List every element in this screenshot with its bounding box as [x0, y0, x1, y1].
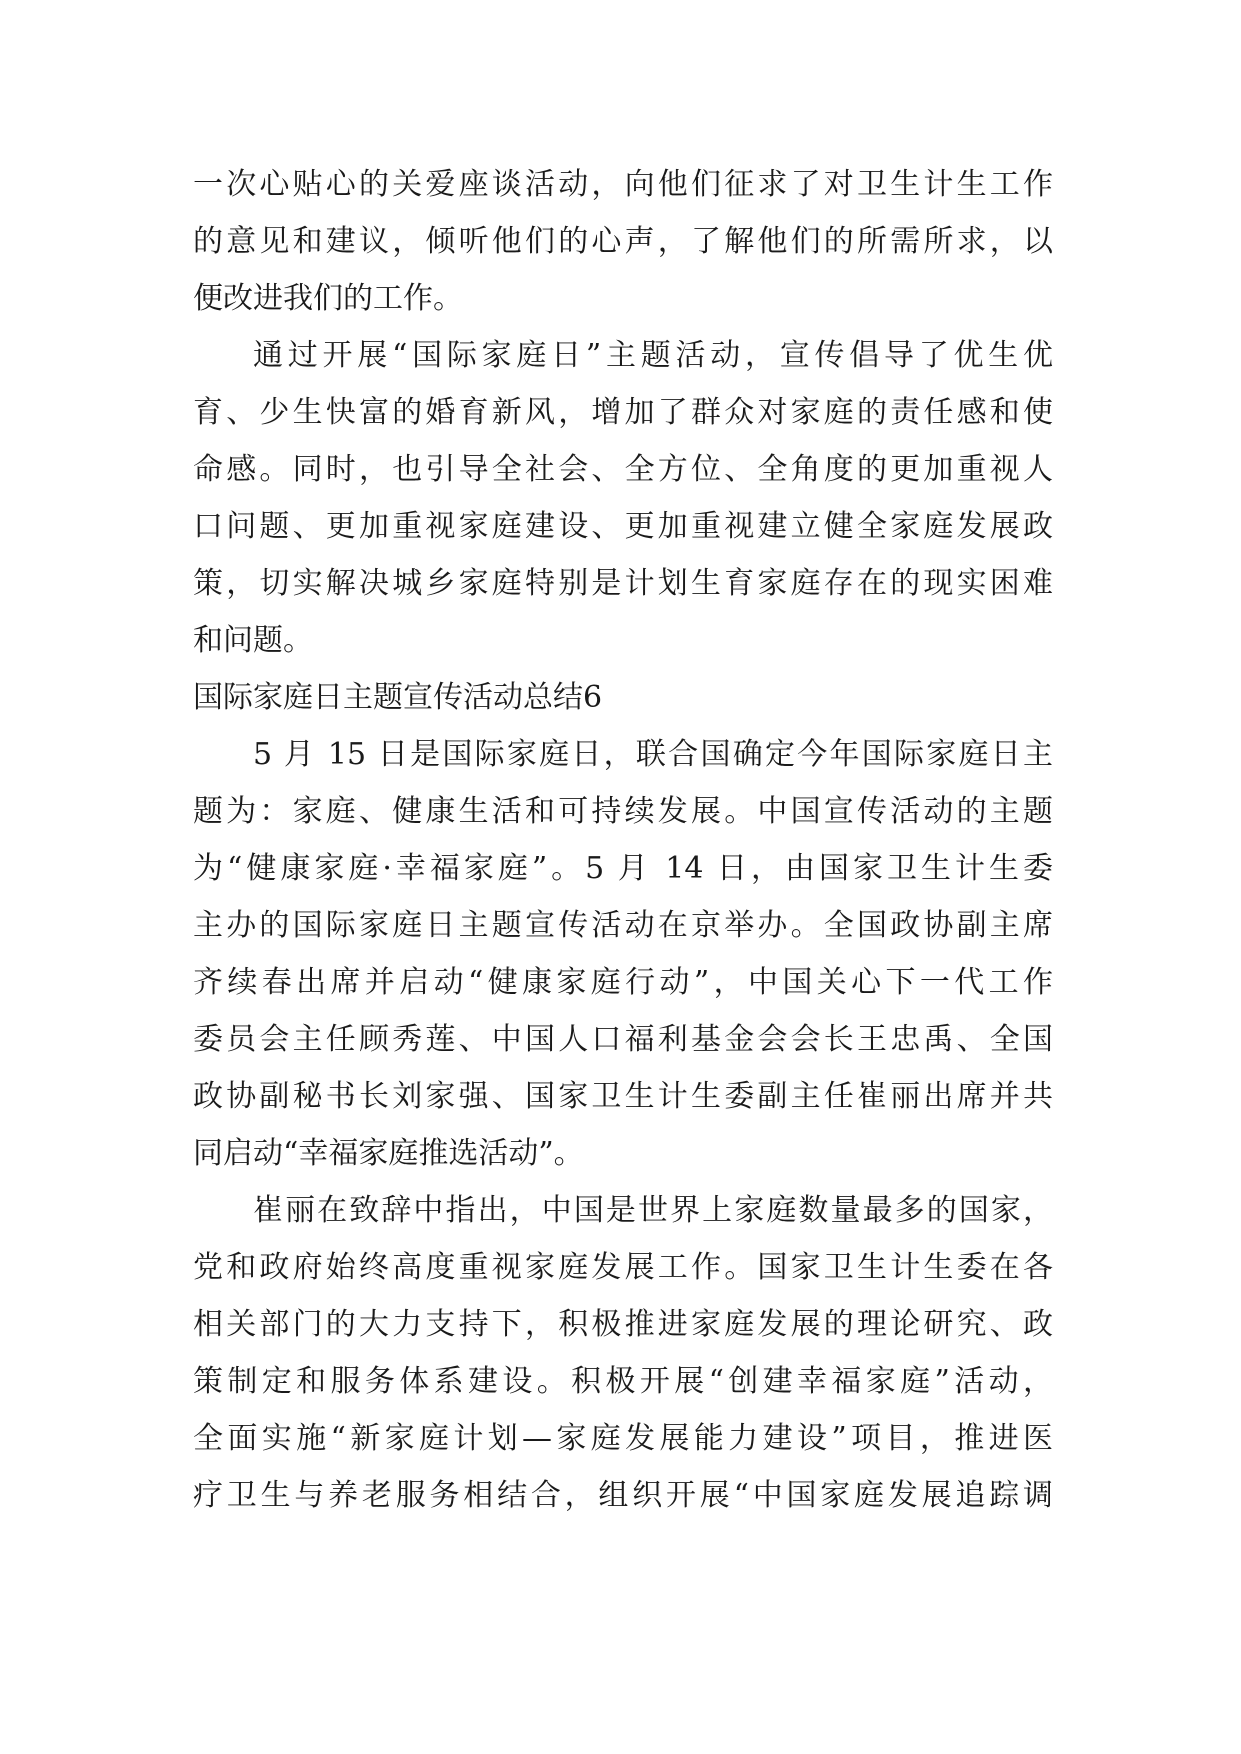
paragraph-line: 和问题。: [193, 623, 313, 658]
paragraph-line: 委员会主任顾秀莲、中国人口福利基金会会长王忠禹、全国: [193, 1022, 1053, 1057]
paragraph-line: 同启动“幸福家庭推选活动”。: [193, 1136, 584, 1171]
paragraph-line: 一次心贴心的关爱座谈活动，向他们征求了对卫生计生工作: [193, 167, 1053, 202]
paragraph-line: 的意见和建议，倾听他们的心声，了解他们的所需所求，以: [193, 224, 1053, 259]
section-heading: 国际家庭日主题宣传活动总结6: [193, 680, 603, 715]
paragraph-line: 为“健康家庭·幸福家庭”。5 月 14 日，由国家卫生计生委: [193, 851, 1053, 886]
paragraph-line: 口问题、更加重视家庭建设、更加重视建立健全家庭发展政: [193, 509, 1053, 544]
paragraph-line: 全面实施“新家庭计划—家庭发展能力建设”项目，推进医: [193, 1421, 1053, 1456]
paragraph-line: 命感。同时，也引导全社会、全方位、全角度的更加重视人: [193, 452, 1053, 487]
paragraph-line: 相关部门的大力支持下，积极推进家庭发展的理论研究、政: [193, 1307, 1053, 1342]
paragraph-line: 5 月 15 日是国际家庭日，联合国确定今年国际家庭日主: [253, 737, 1053, 772]
paragraph-line: 题为：家庭、健康生活和可持续发展。中国宣传活动的主题: [193, 794, 1053, 829]
paragraph-line: 政协副秘书长刘家强、国家卫生计生委副主任崔丽出席并共: [193, 1079, 1053, 1114]
paragraph-line: 崔丽在致辞中指出，中国是世界上家庭数量最多的国家，: [253, 1193, 1053, 1228]
paragraph-line: 育、少生快富的婚育新风，增加了群众对家庭的责任感和使: [193, 395, 1053, 430]
paragraph-line: 通过开展“国际家庭日”主题活动，宣传倡导了优生优: [253, 338, 1053, 373]
paragraph-line: 党和政府始终高度重视家庭发展工作。国家卫生计生委在各: [193, 1250, 1053, 1285]
paragraph-line: 齐续春出席并启动“健康家庭行动”，中国关心下一代工作: [193, 965, 1053, 1000]
paragraph-line: 策制定和服务体系建设。积极开展“创建幸福家庭”活动，: [193, 1364, 1053, 1399]
paragraph-line: 策，切实解决城乡家庭特别是计划生育家庭存在的现实困难: [193, 566, 1053, 601]
paragraph-line: 主办的国际家庭日主题宣传活动在京举办。全国政协副主席: [193, 908, 1053, 943]
paragraph-line: 疗卫生与养老服务相结合，组织开展“中国家庭发展追踪调: [193, 1478, 1053, 1513]
paragraph-line: 便改进我们的工作。: [193, 281, 463, 316]
